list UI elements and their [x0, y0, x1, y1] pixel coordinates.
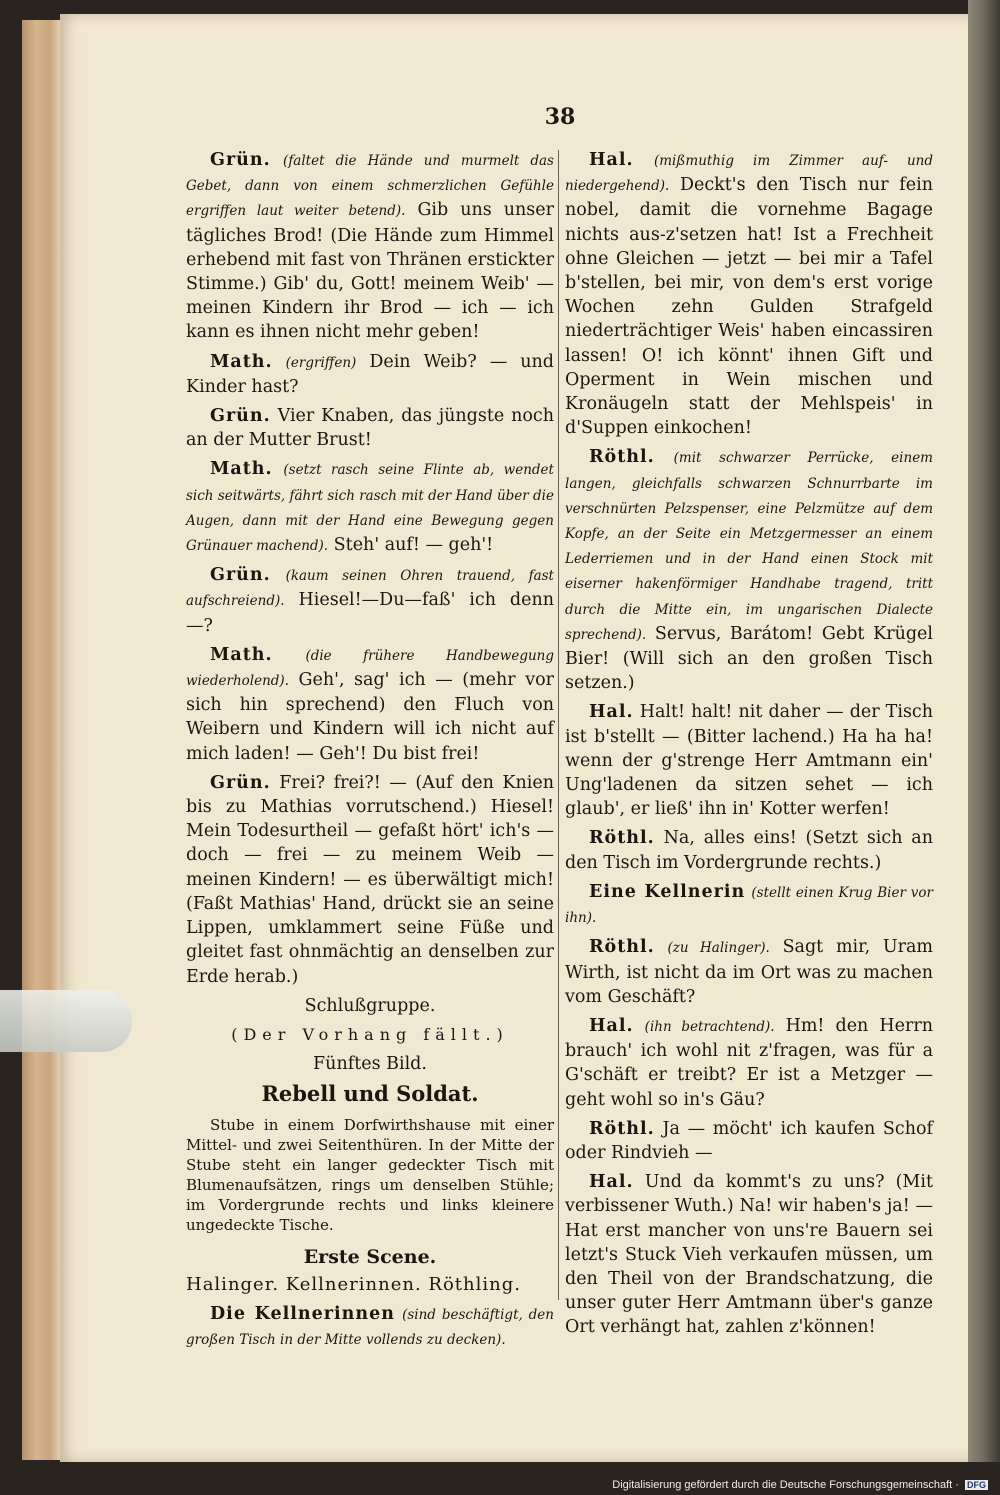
page-number: 38: [544, 104, 576, 130]
column-divider: [558, 150, 559, 1300]
dialogue-text: Na, alles eins! (Setzt sich an den Tisch im Vordergrunde rechts.): [565, 828, 933, 873]
curtain-line: (Der Vorhang fällt.): [231, 1024, 509, 1044]
dfg-logo: DFG: [967, 1480, 986, 1490]
speaker-name: Math.: [210, 459, 273, 480]
scene-description: Stube in einem Dorfwirthshause mit einer Mittel- und zwei Seitenthüren. In der Mitte der Stube steht ein langer gedeckter Tisch mit Blumenaufsätzen, rings um denselben Stühle; im Vordergrunde rechts und links kleinere ungedeckte Tische.: [186, 1115, 554, 1234]
speaker-name: Röthl.: [589, 828, 655, 849]
speech-paragraph: [565, 700, 933, 821]
speaker-name: Hal.: [589, 150, 634, 170]
speaker-name: Hal.: [589, 702, 634, 723]
dialogue-text: Hm! den Herrn brauch' ich wohl nit z'fragen, was für a G'schäft er treibt? Er ist a Metzger — geht wohl so in's Gäu?: [565, 1015, 933, 1110]
dialogue-text: Frei? frei?! — (Auf den Knien bis zu Mathias vorrutschend.) Hiesel! Mein Todesurtheil — gefaßt hört' ich's — doch — frei — zu meinem Weib — meinen Kindern! — es überwältigt mich! (Faßt Mathias' Hand, drückt sie an seine Lippen, umklammert seine Füße und gleitet fast ohnmächtig an denselben zur Erde herab.): [186, 772, 554, 987]
speaker-name: Röthl.: [589, 447, 655, 468]
dialogue-text: Hiesel!—Du—faß' ich denn—?: [186, 590, 554, 636]
speaker-name: Die Kellnerinnen: [210, 1303, 395, 1324]
speaker-name: Hal.: [589, 1172, 634, 1193]
stage-direction: (ergriffen): [285, 354, 357, 371]
speaker-name: Math.: [210, 644, 273, 665]
dialogue-text: Ja — möcht' ich kaufen Schof oder Rindvieh —: [565, 1118, 933, 1163]
scene-heading: Erste Scene.: [303, 1245, 437, 1268]
clip-tab: [0, 990, 132, 1052]
speech-paragraph: [565, 935, 933, 1009]
speech-paragraph: [565, 148, 933, 440]
footer-text: Digitalisierung gefördert durch die Deutsche Forschungsgemeinschaft ·: [612, 1479, 959, 1491]
speech-paragraph: [565, 1170, 933, 1339]
dialogue-text: Vier Knaben, das jüngste noch an der Mutter Brust!: [186, 406, 554, 451]
speech-paragraph: [186, 1302, 554, 1352]
speech-paragraph: [186, 148, 554, 345]
stage-direction: (sind beschäftigt, den großen Tisch in der Mitte vollends zu decken).: [186, 1306, 554, 1349]
stage-direction: (mißmuthig im Zimmer auf- und niedergehend).: [565, 153, 933, 195]
speech-paragraph: [565, 880, 933, 930]
speaker-name: Eine Kellnerin: [589, 881, 746, 902]
stage-direction: (zu Halinger).: [667, 940, 770, 957]
speech-paragraph: [186, 404, 554, 452]
speech-paragraph: [565, 445, 933, 695]
speaker-name: Grün.: [210, 150, 271, 170]
speaker-name: Hal.: [589, 1015, 634, 1036]
speech-paragraph: [565, 826, 933, 874]
speech-paragraph: [186, 563, 554, 638]
dialogue-text: Deckt's den Tisch nur fein nobel, damit die vornehme Bagage nichts aus-z'setzen hat! Ist a Frechheit ohne Gleichen — jetzt — bei mir a Tafel b'stellen, bei mir, von dem's erst vorige Wochen zehn Gulden Strafgeld niederträchtiger Weis' haben eincassiren lassen! O! ich könnt' ihnen Gift und Operment in Wein mischen und Kronäugeln statt der Mehlspeis' in d'Suppen einkochen!: [565, 175, 933, 439]
speech-paragraph: [186, 771, 554, 989]
stage-direction: (mit schwarzer Perrücke, einem langen, gleichfalls schwarzen Schnurrbarte im verschnürten Pelzspenser, eine Pelzmütze auf dem Kopfe, an der Seite ein Metzgermesser an einem Lederriemen und in der Hand einen Stock mit eiserner hakenförmiger Handhabe tragend, tritt durch die Mitte ein, im ungarischen Dialecte sprechend).: [565, 450, 933, 643]
speaker-name: Grün.: [210, 565, 271, 586]
binding-strip: [968, 0, 1000, 1462]
dialogue-text: Dein Weib? — und Kinder hast?: [186, 351, 554, 397]
page-edge: [22, 20, 62, 1460]
dialogue-text: Und da kommt's zu uns? (Mit verbissener Wuth.) Na! wir haben's ja! — Hat erst mancher von uns're Bauern sei letzt's Stuck Vieh verkaufen müssen, um den Theil von der Brandschatzung, die unser guter Herr Amtmann über's ganze Ort verhängt hat, zahlen z'können!: [565, 1172, 933, 1338]
dialogue-text: Halt! halt! nit daher — der Tisch ist b'stellt — (Bitter lachend.) Ha ha ha! wenn der g'strenge Herr Amtmann ein' Ung'ladenen da sitzen sehet — ich glaub', er ließ' ihn in' Kotter werfen!: [565, 702, 933, 820]
dialogue-text: Sagt mir, Uram Wirth, ist nicht da im Ort was zu machen vom Geschäft?: [565, 937, 933, 1007]
speech-paragraph: [186, 457, 554, 558]
dialogue-text: Geh', sag' ich — (mehr vor sich hin sprechend) den Fluch von Weibern und Kindern will ich nicht auf mich laden! — Geh'! Du bist frei!: [186, 670, 554, 764]
speech-paragraph: [565, 1014, 933, 1112]
dialogue-text: Servus, Barátom! Gebt Krügel Bier! (Will sich an den großen Tisch setzen.): [565, 623, 933, 694]
stage-direction: (die frühere Handbewegung wiederholend).: [186, 647, 554, 690]
stage-direction: (ihn betrachtend).: [644, 1018, 775, 1035]
stage-direction: (faltet die Hände und murmelt das Gebet, dann von einem schmerzlichen Gefühle ergriffen laut weiter betend).: [186, 153, 554, 220]
center-heading: Fünftes Bild.: [313, 1054, 427, 1075]
dialogue-text: Gib uns unser tägliches Brod! (Die Hände zum Himmel erhebend mit fast von Thränen erstickter Stimme.) Gib' du, Gott! meinem Weib' — meinen Kindern ihr Brod — ich — ich kann es ihnen nicht mehr geben!: [186, 200, 554, 343]
speaker-name: Röthl.: [589, 1118, 655, 1139]
stage-direction: (stellt einen Krug Bier vor ihn).: [565, 884, 933, 927]
section-title: Rebell und Soldat.: [261, 1081, 479, 1107]
speaker-name: Grün.: [210, 406, 271, 427]
speech-paragraph: [565, 1117, 933, 1165]
cast-list: Halinger. Kellnerinnen. Röthling.: [186, 1273, 521, 1295]
footer-credit: [612, 1479, 988, 1491]
dialogue-text: Steh' auf! — geh'!: [333, 535, 494, 556]
speaker-name: Röthl.: [589, 937, 655, 958]
left-column: [186, 148, 554, 1357]
center-heading: Schlußgruppe.: [304, 995, 436, 1016]
speaker-name: Math.: [210, 351, 273, 372]
stage-direction: (setzt rasch seine Flinte ab, wendet sich seitwärts, fährt sich rasch mit der Hand über die Augen, dann mit der Hand eine Bewegung gegen Grünauer machend).: [186, 462, 554, 555]
speech-paragraph: [186, 350, 554, 399]
speech-paragraph: [186, 643, 554, 766]
stage-direction: (kaum seinen Ohren trauend, fast aufschreiend).: [186, 568, 554, 610]
speaker-name: Grün.: [210, 772, 271, 793]
right-column: [565, 148, 933, 1345]
